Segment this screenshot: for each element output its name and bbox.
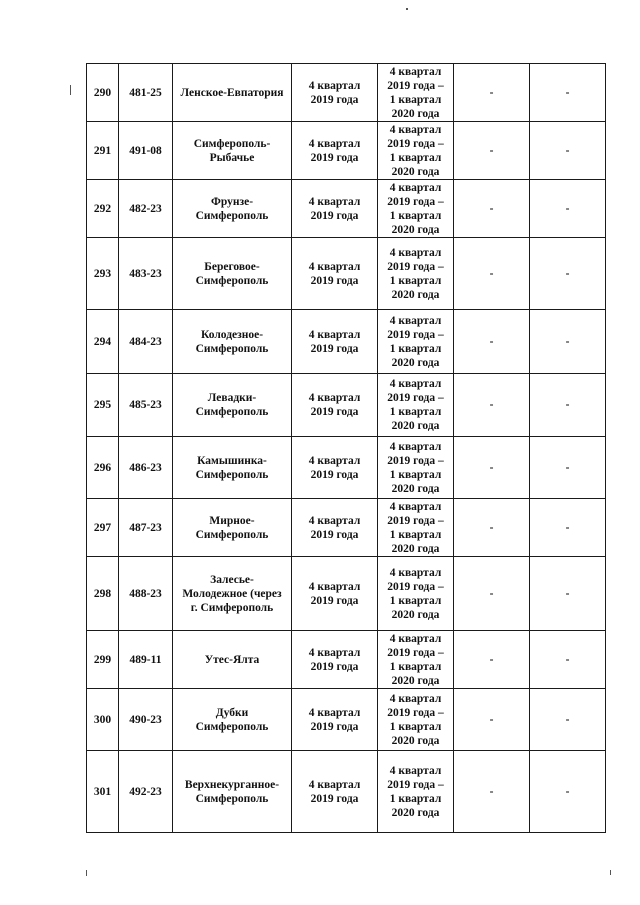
col6-value: - [454,751,530,833]
col6-value: - [454,374,530,437]
route-code: 481-25 [119,64,173,122]
col7-value: - [530,122,606,180]
start-period: 4 квартал 2019 года [292,374,378,437]
col6-value: - [454,122,530,180]
row-number: 292 [87,180,119,238]
start-period: 4 квартал 2019 года [292,180,378,238]
route-code: 490-23 [119,689,173,751]
start-period: 4 квартал 2019 года [292,122,378,180]
row-number: 297 [87,499,119,557]
implementation-period: 4 квартал 2019 года – 1 квартал 2020 года [378,180,454,238]
col7-value: - [530,64,606,122]
col7-value: - [530,310,606,374]
route-code: 491-08 [119,122,173,180]
route-name: Фрунзе- Симферополь [173,180,292,238]
table-row [87,310,606,374]
start-period: 4 квартал 2019 года [292,64,378,122]
table-row [87,689,606,751]
table-row [87,557,606,631]
scan-speck [406,8,408,10]
implementation-period: 4 квартал 2019 года – 1 квартал 2020 года [378,310,454,374]
route-code: 482-23 [119,180,173,238]
schedule-table [86,63,606,833]
implementation-period: 4 квартал 2019 года – 1 квартал 2020 года [378,64,454,122]
col6-value: - [454,180,530,238]
route-name: Колодезное- Симферополь [173,310,292,374]
row-number: 299 [87,631,119,689]
table-row [87,437,606,499]
col6-value: - [454,499,530,557]
col7-value: - [530,180,606,238]
scan-speck [610,870,611,875]
start-period: 4 квартал 2019 года [292,238,378,310]
implementation-period: 4 квартал 2019 года – 1 квартал 2020 года [378,374,454,437]
implementation-period: 4 квартал 2019 года – 1 квартал 2020 года [378,437,454,499]
route-name: Камышинка- Симферополь [173,437,292,499]
start-period: 4 квартал 2019 года [292,689,378,751]
route-name: Береговое- Симферополь [173,238,292,310]
route-name: Дубки Симферополь [173,689,292,751]
scan-speck [70,85,71,95]
implementation-period: 4 квартал 2019 года – 1 квартал 2020 года [378,238,454,310]
row-number: 294 [87,310,119,374]
route-code: 492-23 [119,751,173,833]
start-period: 4 квартал 2019 года [292,310,378,374]
row-number: 296 [87,437,119,499]
route-name: Левадки- Симферополь [173,374,292,437]
table-row [87,631,606,689]
implementation-period: 4 квартал 2019 года – 1 квартал 2020 года [378,557,454,631]
col7-value: - [530,238,606,310]
col7-value: - [530,437,606,499]
route-name: Утес-Ялта [173,631,292,689]
col6-value: - [454,64,530,122]
col7-value: - [530,751,606,833]
col7-value: - [530,499,606,557]
table-row [87,499,606,557]
col6-value: - [454,310,530,374]
route-name: Залесье- Молодежное (через г. Симферополь [173,557,292,631]
table-row [87,238,606,310]
scan-speck [86,870,87,876]
implementation-period: 4 квартал 2019 года – 1 квартал 2020 года [378,499,454,557]
table-row [87,374,606,437]
row-number: 291 [87,122,119,180]
route-code: 489-11 [119,631,173,689]
start-period: 4 квартал 2019 года [292,557,378,631]
col7-value: - [530,374,606,437]
route-code: 484-23 [119,310,173,374]
route-code: 485-23 [119,374,173,437]
implementation-period: 4 квартал 2019 года – 1 квартал 2020 года [378,122,454,180]
start-period: 4 квартал 2019 года [292,751,378,833]
col6-value: - [454,689,530,751]
row-number: 290 [87,64,119,122]
row-number: 293 [87,238,119,310]
row-number: 300 [87,689,119,751]
route-code: 487-23 [119,499,173,557]
route-code: 483-23 [119,238,173,310]
table-row [87,180,606,238]
start-period: 4 квартал 2019 года [292,499,378,557]
route-code: 488-23 [119,557,173,631]
implementation-period: 4 квартал 2019 года – 1 квартал 2020 года [378,689,454,751]
col7-value: - [530,557,606,631]
col6-value: - [454,437,530,499]
col6-value: - [454,631,530,689]
route-name: Ленское-Евпатория [173,64,292,122]
route-name: Симферополь- Рыбачье [173,122,292,180]
col7-value: - [530,689,606,751]
table-row [87,751,606,833]
start-period: 4 квартал 2019 года [292,437,378,499]
table-row [87,122,606,180]
route-name: Верхнекурганное- Симферополь [173,751,292,833]
row-number: 295 [87,374,119,437]
start-period: 4 квартал 2019 года [292,631,378,689]
row-number: 301 [87,751,119,833]
col6-value: - [454,557,530,631]
col7-value: - [530,631,606,689]
route-code: 486-23 [119,437,173,499]
route-name: Мирное- Симферополь [173,499,292,557]
col6-value: - [454,238,530,310]
row-number: 298 [87,557,119,631]
implementation-period: 4 квартал 2019 года – 1 квартал 2020 года [378,751,454,833]
table-row [87,64,606,122]
implementation-period: 4 квартал 2019 года – 1 квартал 2020 года [378,631,454,689]
